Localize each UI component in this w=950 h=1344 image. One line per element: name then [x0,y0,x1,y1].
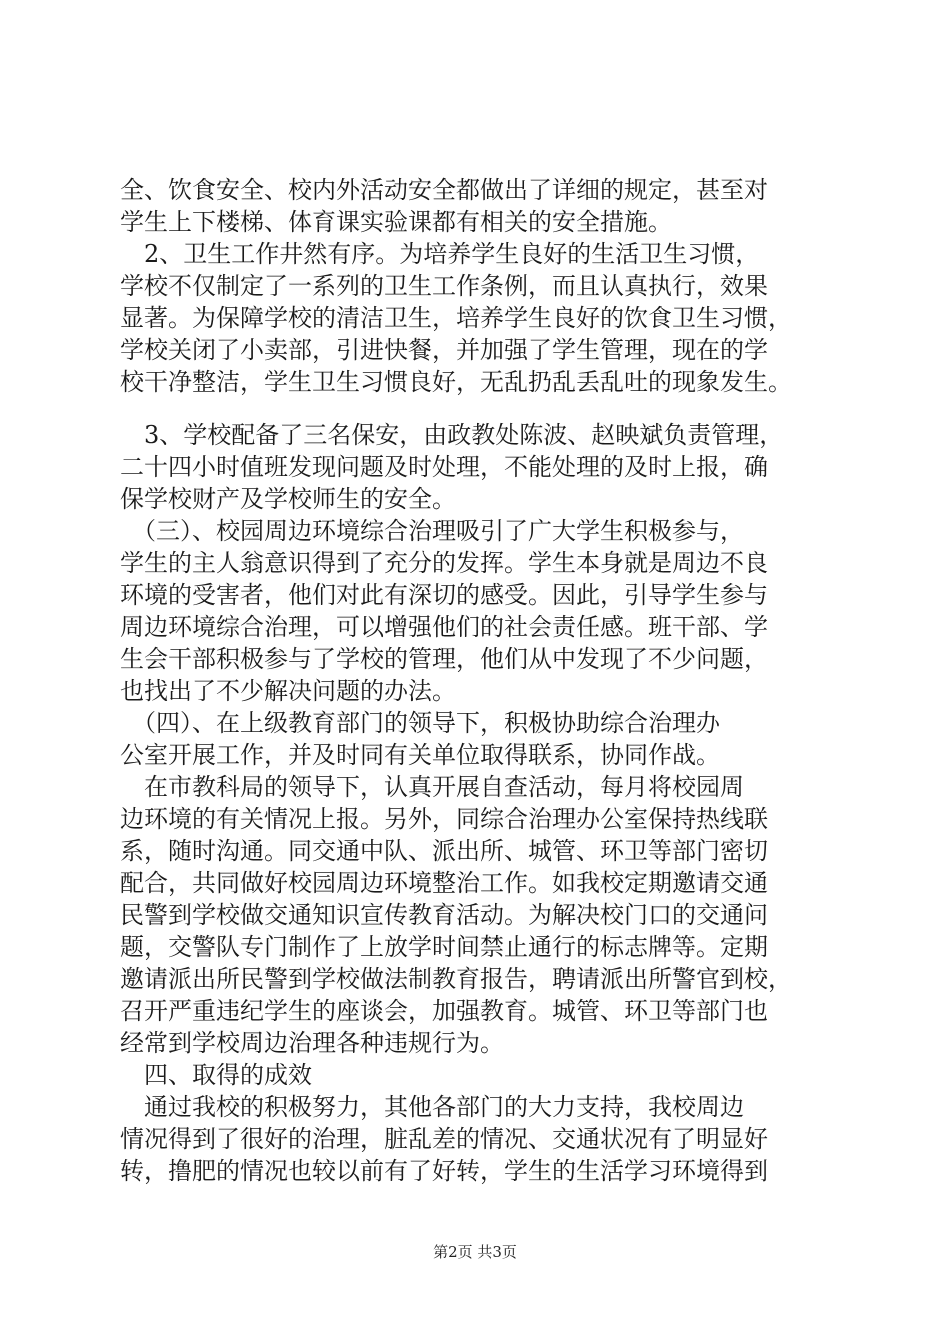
text-line: 系，随时沟通。同交通中队、派出所、城管、环卫等部门密切 [120,837,768,865]
text-line: （三）、校园周边环境综合治理吸引了广大学生积极参与， [120,517,744,545]
text-line: 经常到学校周边治理各种违规行为。 [120,1029,504,1057]
text-line: 学生的主人翁意识得到了充分的发挥。学生本身就是周边不良 [120,549,768,577]
text-line: 2、卫生工作井然有序。为培养学生良好的生活卫生习惯， [120,240,760,268]
text-line: 周边环境综合治理，可以增强他们的社会责任感。班干部、学 [120,613,768,641]
text-line: 情况得到了很好的治理，脏乱差的情况、交通状况有了明显好 [120,1125,768,1153]
text-line: 校干净整洁，学生卫生习惯良好，无乱扔乱丢乱吐的现象发生。 [120,368,792,396]
text-line: 四、取得的成效 [120,1061,312,1089]
text-line: 环境的受害者，他们对此有深切的感受。因此，引导学生参与 [120,581,768,609]
body-text [120,174,840,1187]
text-line: 显著。为保障学校的清洁卫生，培养学生良好的饮食卫生习惯， [120,304,792,332]
text-line: 保学校财产及学校师生的安全。 [120,485,456,513]
text-line: 边环境的有关情况上报。另外，同综合治理办公室保持热线联 [120,805,768,833]
text-line: 生会干部积极参与了学校的管理，他们从中发现了不少问题， [120,645,768,673]
text-line: 二十四小时值班发现问题及时处理，不能处理的及时上报，确 [120,453,768,481]
text-line: 邀请派出所民警到学校做法制教育报告，聘请派出所警官到校， [120,965,792,993]
text-line: 学校不仅制定了一系列的卫生工作条例，而且认真执行，效果 [120,272,768,300]
text-line: 题，交警队专门制作了上放学时间禁止通行的标志牌等。定期 [120,933,768,961]
text-line: （四）、在上级教育部门的领导下，积极协助综合治理办 [120,709,720,737]
text-line: 学校关闭了小卖部，引进快餐，并加强了学生管理，现在的学 [120,336,768,364]
text-line: 3、学校配备了三名保安，由政教处陈波、赵映斌负责管理， [120,421,784,449]
text-line: 转，撸肥的情况也较以前有了好转，学生的生活学习环境得到 [120,1157,768,1185]
text-line: 召开严重违纪学生的座谈会，加强教育。城管、环卫等部门也 [120,997,768,1025]
page-footer: 第2页 共3页 [433,1243,517,1261]
text-line: 民警到学校做交通知识宣传教育活动。为解决校门口的交通问 [120,901,768,929]
text-line: 也找出了不少解决问题的办法。 [120,677,456,705]
text-line: 全、饮食安全、校内外活动安全都做出了详细的规定，甚至对 [120,176,768,204]
text-line: 配合，共同做好校园周边环境整治工作。如我校定期邀请交通 [120,869,768,897]
text-line: 通过我校的积极努力，其他各部门的大力支持，我校周边 [120,1093,744,1121]
text-line: 学生上下楼梯、体育课实验课都有相关的安全措施。 [120,208,672,236]
text-line: 在市教科局的领导下，认真开展自查活动，每月将校园周 [120,773,744,801]
text-line: 公室开展工作，并及时同有关单位取得联系，协同作战。 [120,741,720,769]
